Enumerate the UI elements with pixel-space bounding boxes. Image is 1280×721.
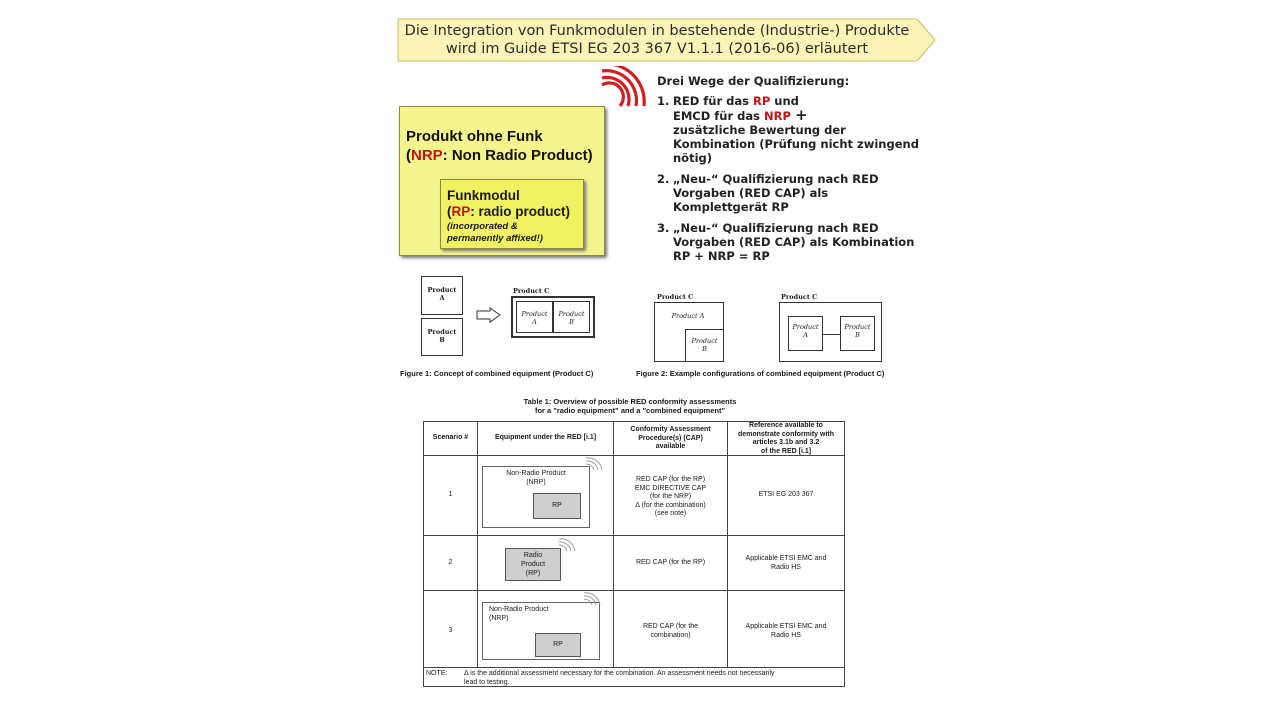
figure2b-inner-a: Product A bbox=[788, 316, 823, 351]
row3-radio-waves-icon bbox=[582, 591, 604, 607]
row3-reference: Applicable ETSI EMC and Radio HS bbox=[745, 623, 827, 639]
row1-rp-box: RP bbox=[533, 493, 581, 519]
row1-cap: RED CAP (for the RP) EMC DIRECTIVE CAP (for the NRP) Δ (for the combination) (see note) bbox=[634, 476, 707, 517]
radio-module-note: (incorporated & permanently affixed!) bbox=[447, 221, 543, 244]
title-banner bbox=[397, 18, 937, 62]
row3-rp-box: RP bbox=[535, 633, 581, 657]
radio-waves-icon bbox=[598, 66, 648, 112]
radio-module-box bbox=[440, 179, 584, 249]
header-scenario: Scenario # bbox=[432, 434, 469, 441]
row3-cap: RED CAP (for the combination) bbox=[642, 623, 699, 639]
qualification-paths bbox=[657, 74, 957, 270]
figure2b-connector bbox=[823, 334, 840, 335]
figure2a-product-c-label: Product C bbox=[657, 293, 694, 301]
plus-icon: + bbox=[794, 106, 808, 124]
table-note-text: Δ is the additional assessment necessary for the combination. An assessment needs not necessarily lead to testing. bbox=[464, 670, 775, 686]
figure1-inner-b: Product B bbox=[553, 301, 590, 333]
row3-scenario: 3 bbox=[448, 627, 453, 634]
table-title: Table 1: Overview of possible RED conformity assessments for a "radio equipment" and a "combined equipment" bbox=[523, 397, 737, 415]
figure1-product-c-label: Product C bbox=[513, 287, 550, 295]
figure1-inner-a: Product A bbox=[516, 301, 553, 333]
header-cap: Conformity Assessment Procedure(s) (CAP) available bbox=[630, 426, 711, 450]
conformity-table bbox=[423, 421, 845, 687]
arrow-right-icon bbox=[476, 307, 502, 323]
paths-title: Drei Wege der Qualifizierung: bbox=[657, 74, 850, 88]
figure2a-product-c: Product A Product B bbox=[654, 302, 724, 362]
figure1-product-a: Product A bbox=[421, 276, 463, 315]
radio-module-title: Funkmodul (RP: radio product) bbox=[447, 188, 571, 219]
row1-reference: ETSI EG 203 367 bbox=[758, 491, 814, 498]
row1-nrp-box: Non-Radio Product (NRP) RP bbox=[482, 466, 590, 528]
table-note-label: NOTE: bbox=[426, 670, 448, 677]
non-radio-product-title: Produkt ohne Funk (NRP: Non Radio Product) bbox=[406, 128, 593, 164]
non-radio-product-box bbox=[399, 106, 605, 256]
figure1-product-c bbox=[511, 296, 595, 338]
row2-reference: Applicable ETSI EMC and Radio HS bbox=[745, 555, 827, 571]
row1-radio-waves-icon bbox=[584, 456, 606, 472]
figure2b-product-c-label: Product C bbox=[781, 293, 818, 301]
path-item-1: 1. RED für das RP und EMCD für das NRP + zusätzliche Bewertung der Kombination (Prüfung nicht zwingend nötig) bbox=[657, 94, 919, 165]
figure2b-product-c bbox=[779, 302, 882, 362]
header-reference: Reference available to demonstrate conformity with articles 3.1b and 3.2 of the RED [i.1] bbox=[737, 422, 835, 455]
banner-line-1: Die Integration von Funkmodulen in bestehende (Industrie-) Produkte bbox=[404, 23, 910, 39]
path-item-3: 3. „Neu-“ Qualifizierung nach RED Vorgaben (RED CAP) als Kombination RP + NRP = RP bbox=[657, 221, 915, 263]
row2-radio-waves-icon bbox=[557, 537, 579, 553]
figure2b-inner-b: Product B bbox=[840, 316, 875, 351]
header-equipment: Equipment under the RED [i.1] bbox=[494, 434, 597, 441]
figure2a-inner-b: Product B bbox=[685, 329, 724, 362]
figure1-caption: Figure 1: Concept of combined equipment (Product C) bbox=[400, 369, 594, 378]
row1-scenario: 1 bbox=[448, 491, 453, 498]
row3-nrp-box: Non-Radio Product (NRP) RP bbox=[482, 602, 600, 660]
figure2-caption: Figure 2: Example configurations of combined equipment (Product C) bbox=[636, 369, 885, 378]
banner-line-2: wird im Guide ETSI EG 203 367 V1.1.1 (2016-06) erläutert bbox=[445, 41, 869, 57]
nrp-abbr: NRP bbox=[411, 147, 443, 164]
row2-rp-box: Radio Product (RP) bbox=[505, 548, 561, 581]
figure1-product-b: Product B bbox=[421, 318, 463, 356]
row2-scenario: 2 bbox=[448, 559, 453, 566]
row2-cap: RED CAP (for the RP) bbox=[635, 559, 706, 566]
rp-abbr: RP bbox=[451, 204, 471, 219]
path-item-2: 2. „Neu-“ Qualifizierung nach RED Vorgaben (RED CAP) als Komplettgerät RP bbox=[657, 172, 879, 214]
